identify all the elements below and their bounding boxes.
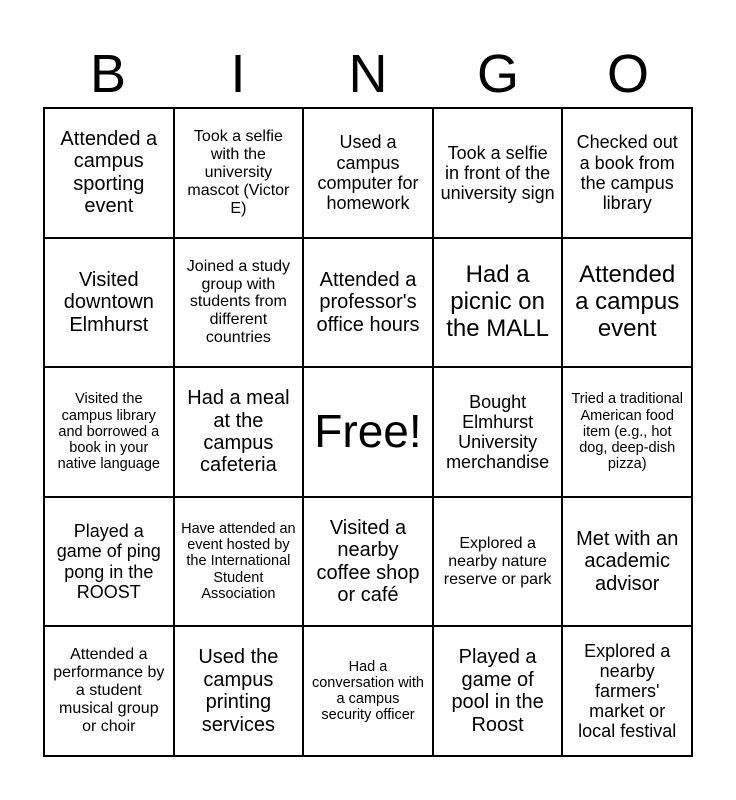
- bingo-cell[interactable]: Had a picnic on the MALL: [433, 238, 563, 368]
- bingo-cell[interactable]: Had a meal at the campus cafeteria: [174, 367, 304, 497]
- bingo-cell[interactable]: Bought Elmhurst University merchandise: [433, 367, 563, 497]
- bingo-cell[interactable]: Visited downtown Elmhurst: [44, 238, 174, 368]
- bingo-cell[interactable]: Used the campus printing services: [174, 626, 304, 756]
- header-letter-i: I: [230, 44, 246, 104]
- bingo-cell[interactable]: Attended a performance by a student musical group or choir: [44, 626, 174, 756]
- bingo-cell[interactable]: Visited a nearby coffee shop or café: [303, 497, 433, 627]
- bingo-header: [43, 44, 693, 104]
- bingo-cell[interactable]: Joined a study group with students from different countries: [174, 238, 304, 368]
- bingo-cell[interactable]: Attended a professor's office hours: [303, 238, 433, 368]
- header-letter-n: N: [348, 44, 388, 104]
- bingo-cell[interactable]: Took a selfie in front of the university sign: [433, 108, 563, 238]
- bingo-free-cell[interactable]: Free!: [303, 367, 433, 497]
- bingo-cell[interactable]: Attended a campus event: [562, 238, 692, 368]
- bingo-cell[interactable]: Took a selfie with the university mascot (Victor E): [174, 108, 304, 238]
- bingo-cell[interactable]: Used a campus computer for homework: [303, 108, 433, 238]
- bingo-cell[interactable]: Met with an academic advisor: [562, 497, 692, 627]
- bingo-cell[interactable]: Explored a nearby nature reserve or park: [433, 497, 563, 627]
- bingo-cell[interactable]: Played a game of ping pong in the ROOST: [44, 497, 174, 627]
- bingo-cell[interactable]: Tried a traditional American food item (e.g., hot dog, deep-dish pizza): [562, 367, 692, 497]
- header-letter-b: B: [89, 44, 127, 104]
- bingo-cell[interactable]: Had a conversation with a campus security officer: [303, 626, 433, 756]
- bingo-cell[interactable]: Explored a nearby farmers' market or local festival: [562, 626, 692, 756]
- bingo-card: [43, 107, 693, 757]
- bingo-cell[interactable]: Visited the campus library and borrowed a book in your native language: [44, 367, 174, 497]
- header-letter-g: G: [476, 44, 519, 104]
- bingo-cell[interactable]: Attended a campus sporting event: [44, 108, 174, 238]
- bingo-cell[interactable]: Have attended an event hosted by the International Student Association: [174, 497, 304, 627]
- bingo-cell[interactable]: Checked out a book from the campus library: [562, 108, 692, 238]
- header-letter-o: O: [606, 44, 649, 104]
- bingo-cell[interactable]: Played a game of pool in the Roost: [433, 626, 563, 756]
